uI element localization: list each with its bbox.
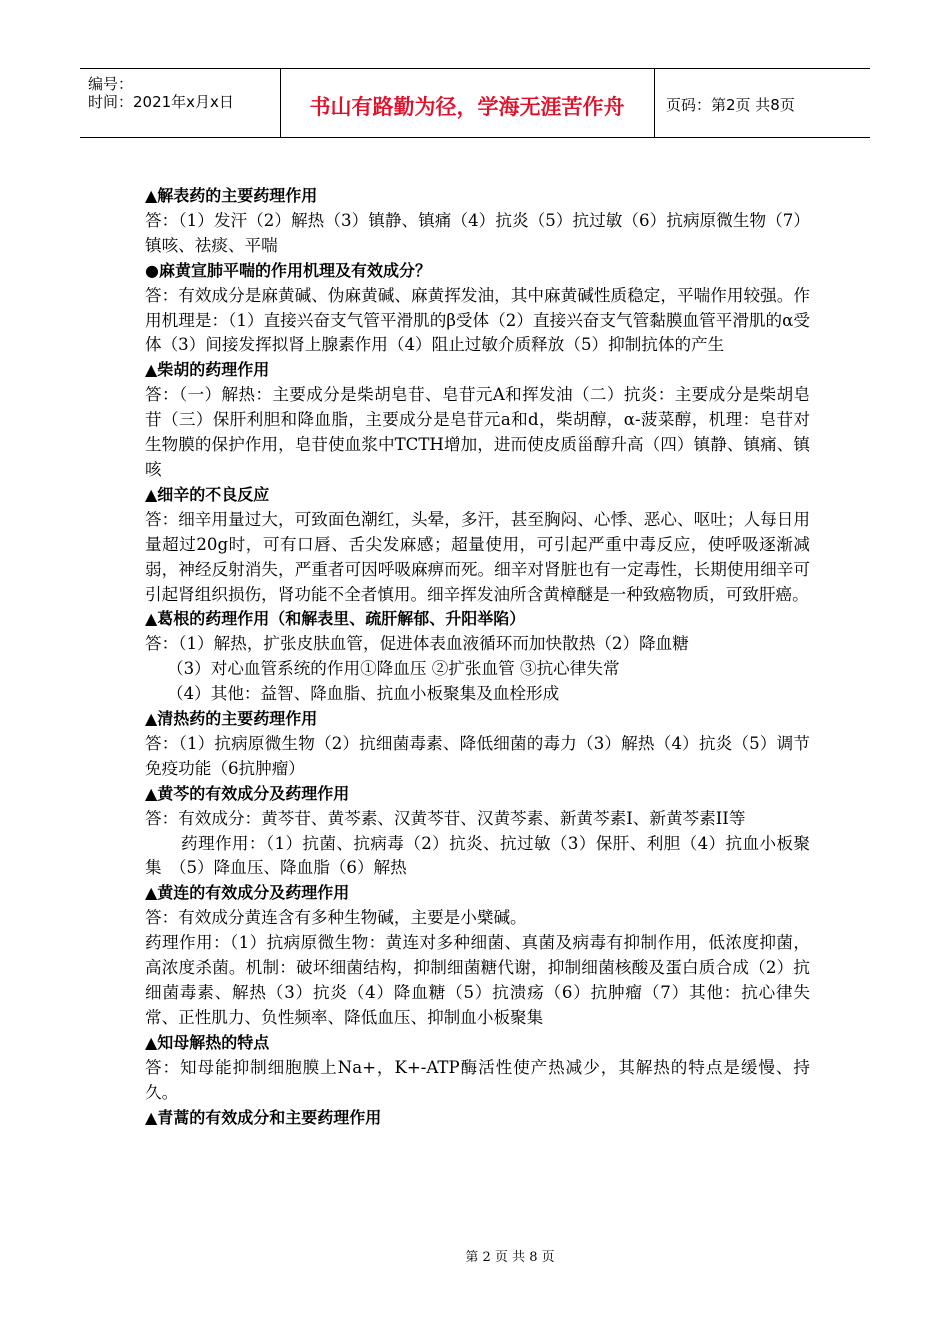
section-heading: ▲黄连的有效成分及药理作用 — [145, 883, 350, 903]
header-motto: 书山有路勤为径，学海无涯苦作舟 — [309, 95, 625, 119]
header-meta-cell — [80, 69, 281, 137]
body-paragraph: 答：（1）发汗（2）解热（3）镇静、镇痛（4）抗炎（5）抗过敏（6）抗病原微生物（7）镇咳、祛痰、平喘 — [145, 210, 810, 255]
indented-paragraph: （3）对心血管系统的作用①降血压 ②扩张血管 ③抗心律失常 — [167, 659, 620, 679]
header-page-info: 页码：第2页 共8页 — [666, 96, 795, 114]
section-heading: ●麻黄宣肺平喘的作用机理及有效成分？ — [145, 260, 431, 280]
body-paragraph: 药理作用：（1）抗病原微生物：黄连对多种细菌、真菌及病毒有抑制作用，低浓度抑菌，高浓度杀菌。机制：破坏细菌结构，抑制细菌糖代谢，抑制细菌核酸及蛋白质合成（2）抗细菌毒素、解热（3）抗炎（4）降血糖（5）抗溃疡（6）抗肿瘤（7）其他：抗心律失常、正性肌力、负性频率、降低血压、抑制血小板聚集 — [145, 933, 810, 1027]
indented-paragraph: （4）其他：益智、降血脂、抗血小板聚集及血栓形成 — [167, 684, 560, 704]
body-paragraph: 答：细辛用量过大，可致面色潮红，头晕，多汗，甚至胸闷、心悸、恶心、呕吐；人每日用量超过20g时，可有口唇、舌尖发麻感；超量使用，可引起严重中毒反应，使呼吸逐渐减弱，神经反射消失，严重者可因呼吸麻痹而死。细辛对肾脏也有一定毒性，长期使用细辛可引起肾组织损伤，肾功能不全者慎用。细辛挥发油所含黄樟醚是一种致癌物质，可致肝癌。 — [145, 509, 810, 604]
section-heading: ▲柴胡的药理作用 — [145, 360, 270, 380]
document-body — [145, 184, 810, 1130]
body-paragraph: 答：有效成分：黄芩苷、黄芩素、汉黄芩苷、汉黄芩素、新黄芩素I、新黄芩素II等 — [145, 808, 746, 828]
body-paragraph: 答：（一）解热：主要成分是柴胡皂苷、皂苷元A和挥发油（二）抗炎：主要成分是柴胡皂苷（三）保肝利胆和降血脂，主要成分是皂苷元a和d，柴胡醇，α-菠菜醇，机理：皂苷对生物膜的保护作用，皂苷使血浆中TCTH增加，进而使皮质甾醇升高（四）镇静、镇痛、镇咳 — [145, 385, 810, 479]
body-paragraph: 答：（1）解热，扩张皮肤血管，促进体表血液循环而加快散热（2）降血糖 — [145, 634, 689, 654]
indented-paragraph: 药理作用：（1）抗菌、抗病毒（2）抗炎、抗过敏（3）保肝、利胆（4）抗血小板聚集 （5）降血压、降血脂（6）解热 — [145, 833, 810, 878]
header-page-cell — [654, 69, 870, 137]
body-paragraph: 答：知母能抑制细胞膜上Na+，K+-ATP酶活性使产热减少，其解热的特点是缓慢、持久。 — [145, 1057, 810, 1102]
section-heading: ▲解表药的主要药理作用 — [145, 186, 318, 205]
section-heading: ▲知母解热的特点 — [145, 1032, 270, 1052]
header-motto-cell — [280, 69, 655, 137]
document-number-label: 编号： — [88, 75, 134, 93]
body-paragraph: 答：（1）抗病原微生物（2）抗细菌毒素、降低细菌的毒力（3）解热（4）抗炎（5）调节免疫功能（6抗肿瘤） — [145, 733, 810, 778]
section-heading: ▲葛根的药理作用（和解表里、疏肝解郁、升阳举陷） — [145, 609, 526, 629]
section-heading: ▲清热药的主要药理作用 — [145, 709, 318, 729]
page-header — [80, 68, 870, 138]
section-heading: ▲青蒿的有效成分和主要药理作用 — [145, 1107, 382, 1127]
document-date-label: 时间：2021年x月x日 — [88, 93, 234, 111]
section-heading: ▲黄芩的有效成分及药理作用 — [145, 783, 350, 803]
page-footer: 第 2 页 共 8 页 — [465, 1250, 555, 1265]
body-paragraph: 答：有效成分黄连含有多种生物碱，主要是小檗碱。 — [145, 908, 527, 928]
body-paragraph: 答：有效成分是麻黄碱、伪麻黄碱、麻黄挥发油，其中麻黄碱性质稳定，平喘作用较强。作用机理是：（1）直接兴奋支气管平滑肌的β受体（2）直接兴奋支气管黏膜血管平滑肌的α受体（3）间接发挥拟肾上腺素作用（4）阻止过敏介质释放（5）抑制抗体的产生 — [145, 285, 810, 355]
section-heading: ▲细辛的不良反应 — [145, 484, 270, 504]
